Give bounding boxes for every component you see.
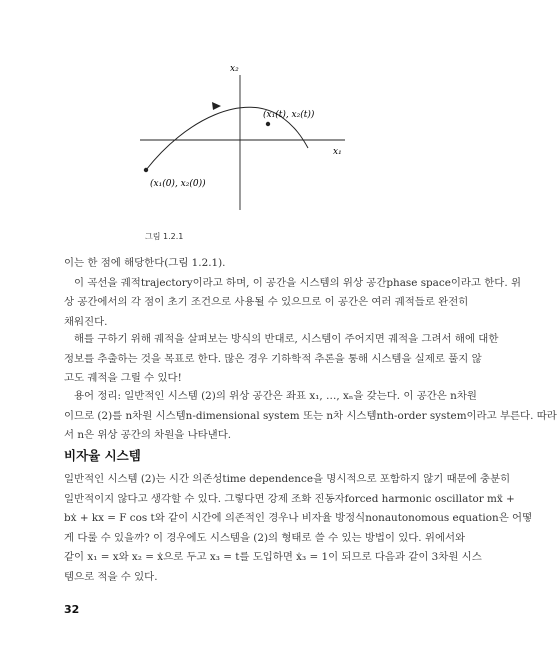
phase-plane-figure bbox=[0, 0, 500, 250]
text-line: 게 다룰 수 있을까? 이 경우에도 시스템을 (2)의 형태로 쓸 수 있는 방법이 있다. 위에서와 bbox=[64, 531, 466, 544]
text-line: 일반적인 시스템 (2)는 시간 의존성time dependence을 명시적으로 포함하지 않기 때문에 충분히 bbox=[64, 473, 511, 485]
text-line: 이 곡선을 궤적trajectory이라고 하며, 이 공간을 시스템의 위상 공간phase space이라고 한다. 위 bbox=[74, 276, 521, 289]
trajectory-arrowhead bbox=[212, 102, 221, 110]
text-line: 일반적이지 않다고 생각할 수 있다. 그렇다면 강제 조화 진동자forced harmonic oscillator mẍ + bbox=[64, 492, 515, 505]
text-line: 이므로 (2)를 n차원 시스템n-dimensional system 또는 n차 시스템nth-order system이라고 부른다. 따라 bbox=[64, 409, 557, 422]
page-number: 32 bbox=[64, 603, 80, 616]
text-line: 정보를 추출하는 것을 목표로 한다. 많은 경우 기하학적 추론을 통해 시스템을 실제로 풀지 않 bbox=[64, 352, 482, 365]
paragraph-1 bbox=[64, 254, 521, 332]
x2-axis-label: x₂ bbox=[230, 64, 239, 74]
text-line: 고도 궤적을 그릴 수 있다! bbox=[64, 372, 182, 384]
figure-caption: 그림 1.2.1 bbox=[145, 232, 184, 241]
text-line: 해를 구하기 위해 궤적을 살펴보는 방식의 반대로, 시스템이 주어지면 궤적을 그려서 해에 대한 bbox=[74, 333, 499, 345]
section-heading: 비자율 시스템 bbox=[64, 448, 141, 463]
text-line: 템으로 적을 수 있다. bbox=[64, 570, 158, 583]
text-line: 상 공간에서의 각 점이 초기 조건으로 사용될 수 있으므로 이 공간은 여러 궤적들로 완전히 bbox=[64, 296, 469, 308]
text-line: 용어 정리: 일반적인 시스템 (2)의 위상 공간은 좌표 x₁, …, xₙ을 갖는다. 이 공간은 n차원 bbox=[74, 390, 477, 402]
text-line: bẋ + kx = F cos t와 같이 시간에 의존적인 경우나 비자율 방정식nonautonomous equation은 어떻 bbox=[64, 512, 533, 524]
point-initial bbox=[144, 168, 148, 172]
point-current bbox=[266, 122, 270, 126]
text-line: 서 n은 위상 공간의 차원을 나타낸다. bbox=[64, 429, 232, 441]
text-line: 이는 한 점에 해당한다(그림 1.2.1). bbox=[64, 257, 226, 269]
text-line: 채워진다. bbox=[64, 315, 108, 328]
paragraph-2 bbox=[64, 330, 499, 389]
point-initial-label: (x₁(0), x₂(0)) bbox=[150, 179, 206, 189]
text-line: 같이 x₁ = x와 x₂ = ẋ으로 두고 x₃ = t를 도입하면 ẋ₃ = 1이 되므로 다음과 같이 3차원 시스 bbox=[64, 551, 482, 563]
paragraph-3 bbox=[64, 387, 557, 446]
paragraph-4 bbox=[64, 470, 533, 587]
point-current-label: (x₁(t), x₂(t)) bbox=[263, 110, 315, 120]
x1-axis-label: x₁ bbox=[333, 147, 342, 157]
